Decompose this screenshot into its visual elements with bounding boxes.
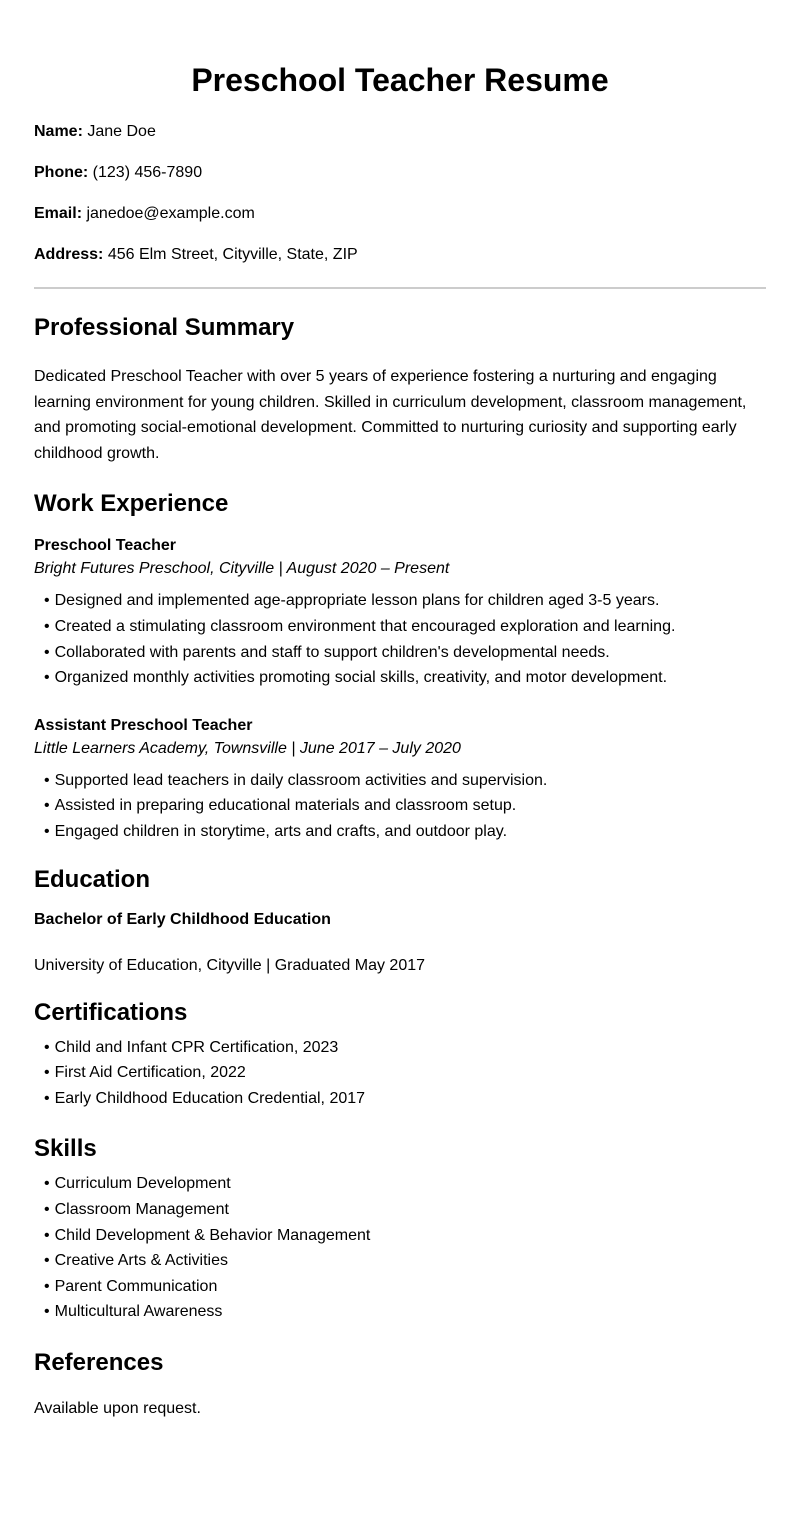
- contact-name: [34, 123, 766, 141]
- list-item: • Early Childhood Education Credential, 2017: [44, 1086, 766, 1112]
- list-item: • Parent Communication: [44, 1274, 766, 1300]
- contact-value: Jane Doe: [87, 123, 156, 140]
- school-info: University of Education, Cityville | Graduated May 2017: [34, 956, 426, 974]
- list-item: • Creative Arts & Activities: [44, 1248, 766, 1274]
- contact-value: 456 Elm Street, Cityville, State, ZIP: [107, 246, 358, 263]
- contact-phone: [34, 164, 766, 182]
- job-title: Assistant Preschool Teacher: [34, 716, 253, 734]
- section-heading-references: References: [34, 1348, 164, 1376]
- section-heading-education: Education: [34, 865, 151, 893]
- skills-list: [34, 1171, 766, 1325]
- job-meta: Bright Futures Preschool, Cityville | August 2020 – Present: [34, 560, 450, 578]
- list-item: • Assisted in preparing educational materials and classroom setup.: [44, 793, 766, 819]
- list-item: • Created a stimulating classroom environment that encouraged exploration and learning.: [44, 614, 766, 640]
- section-heading-work: Work Experience: [34, 490, 229, 518]
- list-item: • Child and Infant CPR Certification, 2023: [44, 1035, 766, 1061]
- contact-address: [34, 246, 766, 264]
- section-heading-skills: Skills: [34, 1135, 97, 1163]
- job-entry: [34, 532, 766, 690]
- list-item: • Child Development & Behavior Management: [44, 1223, 766, 1249]
- divider: [34, 287, 766, 289]
- degree-title: Bachelor of Early Childhood Education: [34, 910, 331, 928]
- list-item: • Curriculum Development: [44, 1171, 766, 1197]
- job-meta: Little Learners Academy, Townsville | June 2017 – July 2020: [34, 739, 461, 757]
- contact-label: Phone:: [34, 164, 89, 181]
- contact-label: Address:: [34, 246, 104, 263]
- summary-text: Dedicated Preschool Teacher with over 5 years of experience fostering a nurturing and engaging learning environment for young children. Skilled in curriculum development, classroom management, and promoting social-emotional development. Committed to nurturing curiosity and supporting early childhood growth.: [34, 368, 747, 462]
- list-item: • Engaged children in storytime, arts and crafts, and outdoor play.: [44, 819, 766, 845]
- contact-label: Email:: [34, 205, 83, 222]
- list-item: • Supported lead teachers in daily classroom activities and supervision.: [44, 768, 766, 794]
- list-item: • Designed and implemented age-appropriate lesson plans for children aged 3-5 years.: [44, 588, 766, 614]
- list-item: • First Aid Certification, 2022: [44, 1060, 766, 1086]
- list-item: • Organized monthly activities promoting social skills, creativity, and motor development.: [44, 665, 766, 691]
- contact-value: janedoe@example.com: [86, 205, 255, 222]
- job-duties-list: [34, 768, 766, 845]
- references-text: Available upon request.: [34, 1399, 201, 1417]
- job-entry: [34, 712, 766, 845]
- contact-info: [34, 123, 766, 264]
- section-heading-summary: Professional Summary: [34, 314, 295, 341]
- job-title: Preschool Teacher: [34, 537, 176, 555]
- page-title: Preschool Teacher Resume: [191, 62, 609, 98]
- certifications-list: [34, 1035, 766, 1112]
- contact-label: Name:: [34, 123, 83, 140]
- list-item: • Collaborated with parents and staff to support children's developmental needs.: [44, 640, 766, 666]
- contact-email: [34, 205, 766, 223]
- section-heading-certifications: Certifications: [34, 998, 188, 1026]
- list-item: • Multicultural Awareness: [44, 1299, 766, 1325]
- list-item: • Classroom Management: [44, 1197, 766, 1223]
- contact-value: (123) 456-7890: [92, 164, 203, 181]
- job-duties-list: [34, 588, 766, 690]
